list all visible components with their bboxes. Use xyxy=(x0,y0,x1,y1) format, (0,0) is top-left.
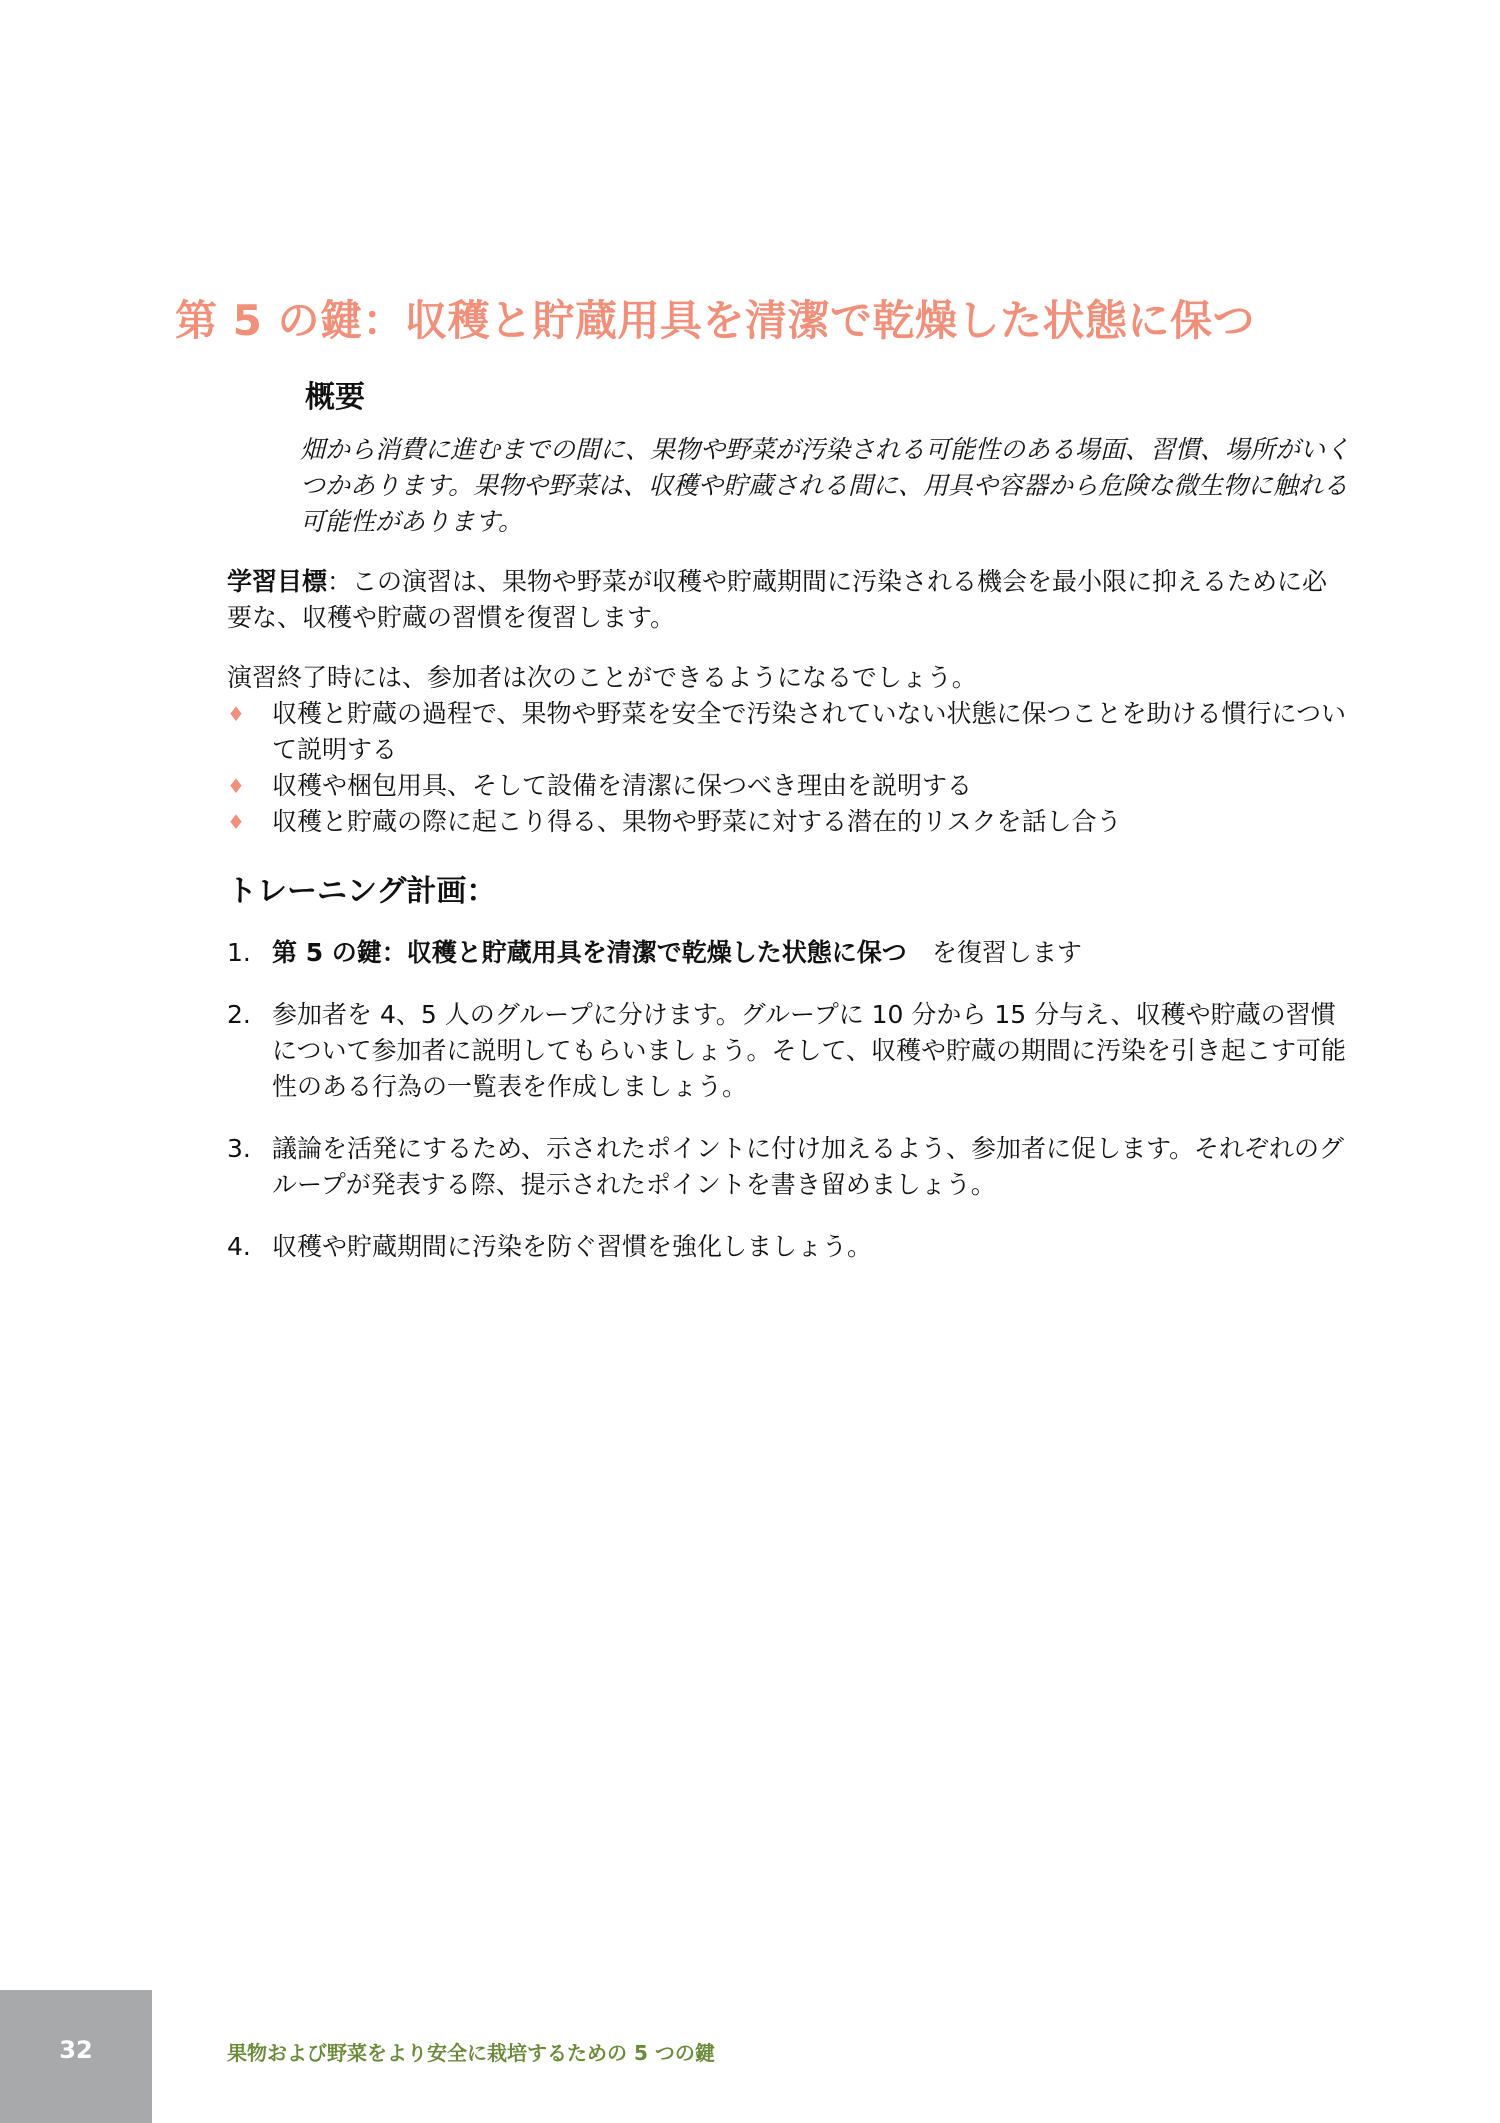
list-item xyxy=(227,1131,1352,1203)
overview-heading: 概要 xyxy=(305,380,365,415)
step-number: 2. xyxy=(227,1000,251,1029)
list-item-text: 収穫と貯蔵の過程で、果物や野菜を安全で汚染されていない状態に保つことを助ける慣行について説明する xyxy=(272,699,1347,764)
page-title: 第 5 の鍵：収穫と貯蔵用具を清潔で乾燥した状態に保つ xyxy=(175,296,1255,345)
list-item xyxy=(227,768,1352,804)
page-number: 32 xyxy=(59,2036,93,2064)
list-item xyxy=(227,935,1352,971)
diamond-bullet-icon: ♦ xyxy=(227,702,245,726)
step-number: 4. xyxy=(227,1232,251,1261)
learning-objective xyxy=(227,564,1347,636)
step-number: 1. xyxy=(227,938,251,967)
diamond-bullet-icon: ♦ xyxy=(227,810,245,834)
outcomes-intro: 演習終了時には、参加者は次のことができるようになるでしょう。 xyxy=(227,663,977,692)
step-number: 3. xyxy=(227,1134,251,1163)
list-item xyxy=(227,696,1352,768)
learning-objective-label: 学習目標 xyxy=(227,567,328,596)
training-plan-heading: トレーニング計画： xyxy=(227,874,497,909)
footer-title: 果物および野菜をより安全に栽培するための 5 つの鍵 xyxy=(227,2041,715,2065)
step-text: 収穫や貯蔵期間に汚染を防ぐ習慣を強化しましょう。 xyxy=(272,1232,873,1261)
learning-objective-text: ：この演習は、果物や野菜が収穫や貯蔵期間に汚染される機会を最小限に抑えるために必要な、収穫や貯蔵の習慣を復習します。 xyxy=(227,567,1328,632)
diamond-bullet-icon: ♦ xyxy=(227,774,245,798)
list-item-text: 収穫と貯蔵の際に起こり得る、果物や野菜に対する潜在的リスクを話し合う xyxy=(272,807,1122,836)
list-item xyxy=(227,804,1352,840)
outcomes-list xyxy=(227,696,1352,840)
step-text: を復習します xyxy=(906,938,1082,967)
step-text: 議論を活発にするため、示されたポイントに付け加えるよう、参加者に促します。それぞれのグループが発表する際、提示されたポイントを書き留めましょう。 xyxy=(272,1134,1345,1199)
list-item xyxy=(227,997,1352,1105)
list-item-text: 収穫や梱包用具、そして設備を清潔に保つべき理由を説明する xyxy=(272,771,973,800)
step-text: 参加者を 4、5 人のグループに分けます。グループに 10 分から 15 分与え、収穫や貯蔵の習慣について参加者に説明してもらいましょう。そして、収穫や貯蔵の期間に汚染を引き起こす可能性のある行為の一覧表を作成しましょう。 xyxy=(272,1000,1347,1101)
training-steps xyxy=(227,935,1352,1291)
page-number-box xyxy=(0,1990,152,2123)
list-item xyxy=(227,1229,1352,1265)
step-bold-text: 第 5 の鍵：収穫と貯蔵用具を清潔で乾燥した状態に保つ xyxy=(272,938,907,967)
overview-text: 畑から消費に進むまでの間に、果物や野菜が汚染される可能性のある場面、習慣、場所がいくつかあります。果物や野菜は、収穫や貯蔵される間に、用具や容器から危険な微生物に触れる可能性があります。 xyxy=(300,435,1351,536)
